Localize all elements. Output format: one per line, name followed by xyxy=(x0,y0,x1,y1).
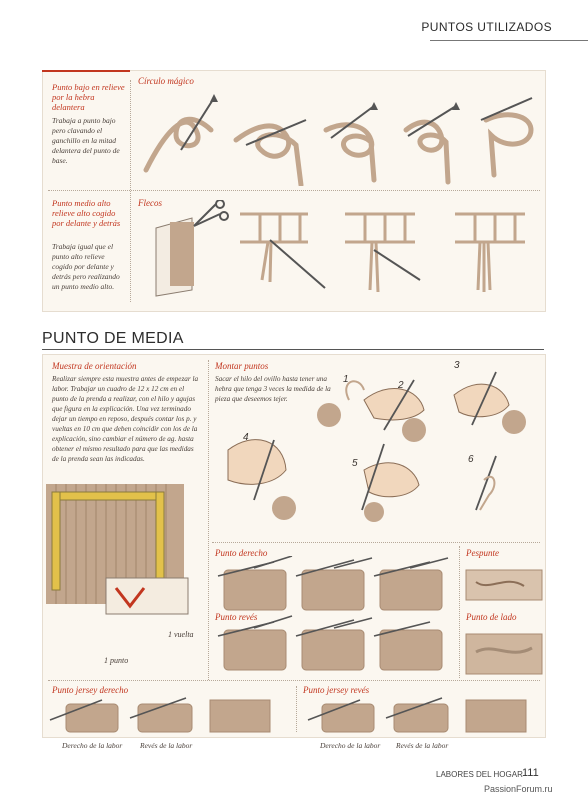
magic-circle-label: Círculo mágico xyxy=(138,76,194,86)
cast-on-step-1: 1 xyxy=(343,374,349,385)
cast-on-step-3: 3 xyxy=(454,360,460,371)
page-section-title: PUNTOS UTILIZADOS xyxy=(421,20,552,34)
cast-on-illustration xyxy=(214,360,540,536)
stitch2-title: Punto medio alto relieve alto cogido por delante y detrás xyxy=(52,198,121,228)
jersey-reverse-label: Punto jersey revés xyxy=(303,685,370,695)
gauge-stitch-label: 1 punto xyxy=(104,656,129,665)
jersey-reverse-caption-2: Revés de la labor xyxy=(396,741,449,750)
footer-site: PassionForum.ru xyxy=(484,784,553,794)
panel-divider xyxy=(130,80,131,302)
magic-circle-illustration xyxy=(136,90,536,186)
cast-on-step-6: 6 xyxy=(468,454,474,465)
knitting-panel-row-divider xyxy=(48,680,540,681)
cast-on-label: Montar puntos xyxy=(215,361,269,371)
cast-on-text: Sacar el hilo del ovillo hasta tener una hebra que tenga 3 veces la medida de la pieza que deseemos tejer. xyxy=(215,375,331,403)
stitch1-title: Punto bajo en relieve por la hebra delantera xyxy=(52,82,125,112)
knit-label: Punto derecho xyxy=(215,548,268,558)
stitch2-desc: Trabaja igual que el punto alto relieve cogido por delante y detrás pero realizando un punto medio alto. xyxy=(52,242,120,291)
panel-row-divider xyxy=(48,190,540,191)
jersey-right-caption-2: Revés de la labor xyxy=(140,741,193,750)
backstitch-label: Pespunte xyxy=(466,548,499,558)
section-title: PUNTO DE MEDIA xyxy=(42,330,184,347)
stitch1-desc: Trabaja a punto bajo pero clavando el ganchillo en la mitad delantera del punto de base. xyxy=(52,116,120,165)
cast-on-step-5: 5 xyxy=(352,458,358,469)
jersey-right-caption-1: Derecho de la labor xyxy=(62,741,123,750)
side-stitch-label: Punto de lado xyxy=(466,612,517,622)
cast-on-step-2: 2 xyxy=(398,380,404,391)
footer-page-number: 111 xyxy=(522,767,539,779)
purl-label: Punto revés xyxy=(215,612,258,622)
gauge-swatch-illustration xyxy=(46,478,206,618)
fringe-illustration xyxy=(150,200,540,300)
jersey-right-label: Punto jersey derecho xyxy=(52,685,129,695)
footer-magazine: LABORES DEL HOGAR xyxy=(436,770,523,779)
fringe-label: Flecos xyxy=(138,198,162,208)
gauge-text: Realizar siempre esta muestra antes de empezar la labor. Trabajar un cuadro de 12 x 12 cm en el punto de la prenda a realizar, con el hilo y agujas que figura en la explicación. Una vez terminado dejar un tiempo en reposo, después contar los p. y vueltas en 10 cm que deben coincidir con los de la explicación, sino cambiar el número de ag. hasta obtener el mismo resultado para que las medidas de la prenda sean las indicadas. xyxy=(52,375,199,463)
gauge-label: Muestra de orientación xyxy=(52,361,137,371)
cast-on-step-4: 4 xyxy=(243,432,249,443)
panel-accent-rule xyxy=(42,70,130,72)
knitting-panel-divider xyxy=(208,360,209,680)
knit-row-divider xyxy=(212,542,540,543)
header-rule xyxy=(430,40,588,41)
gauge-row-label: 1 vuelta xyxy=(168,630,194,639)
jersey-swatches xyxy=(46,694,540,734)
knit-purl-swatches xyxy=(214,556,544,678)
jersey-reverse-caption-1: Derecho de la labor xyxy=(320,741,381,750)
section-rule xyxy=(42,349,544,350)
